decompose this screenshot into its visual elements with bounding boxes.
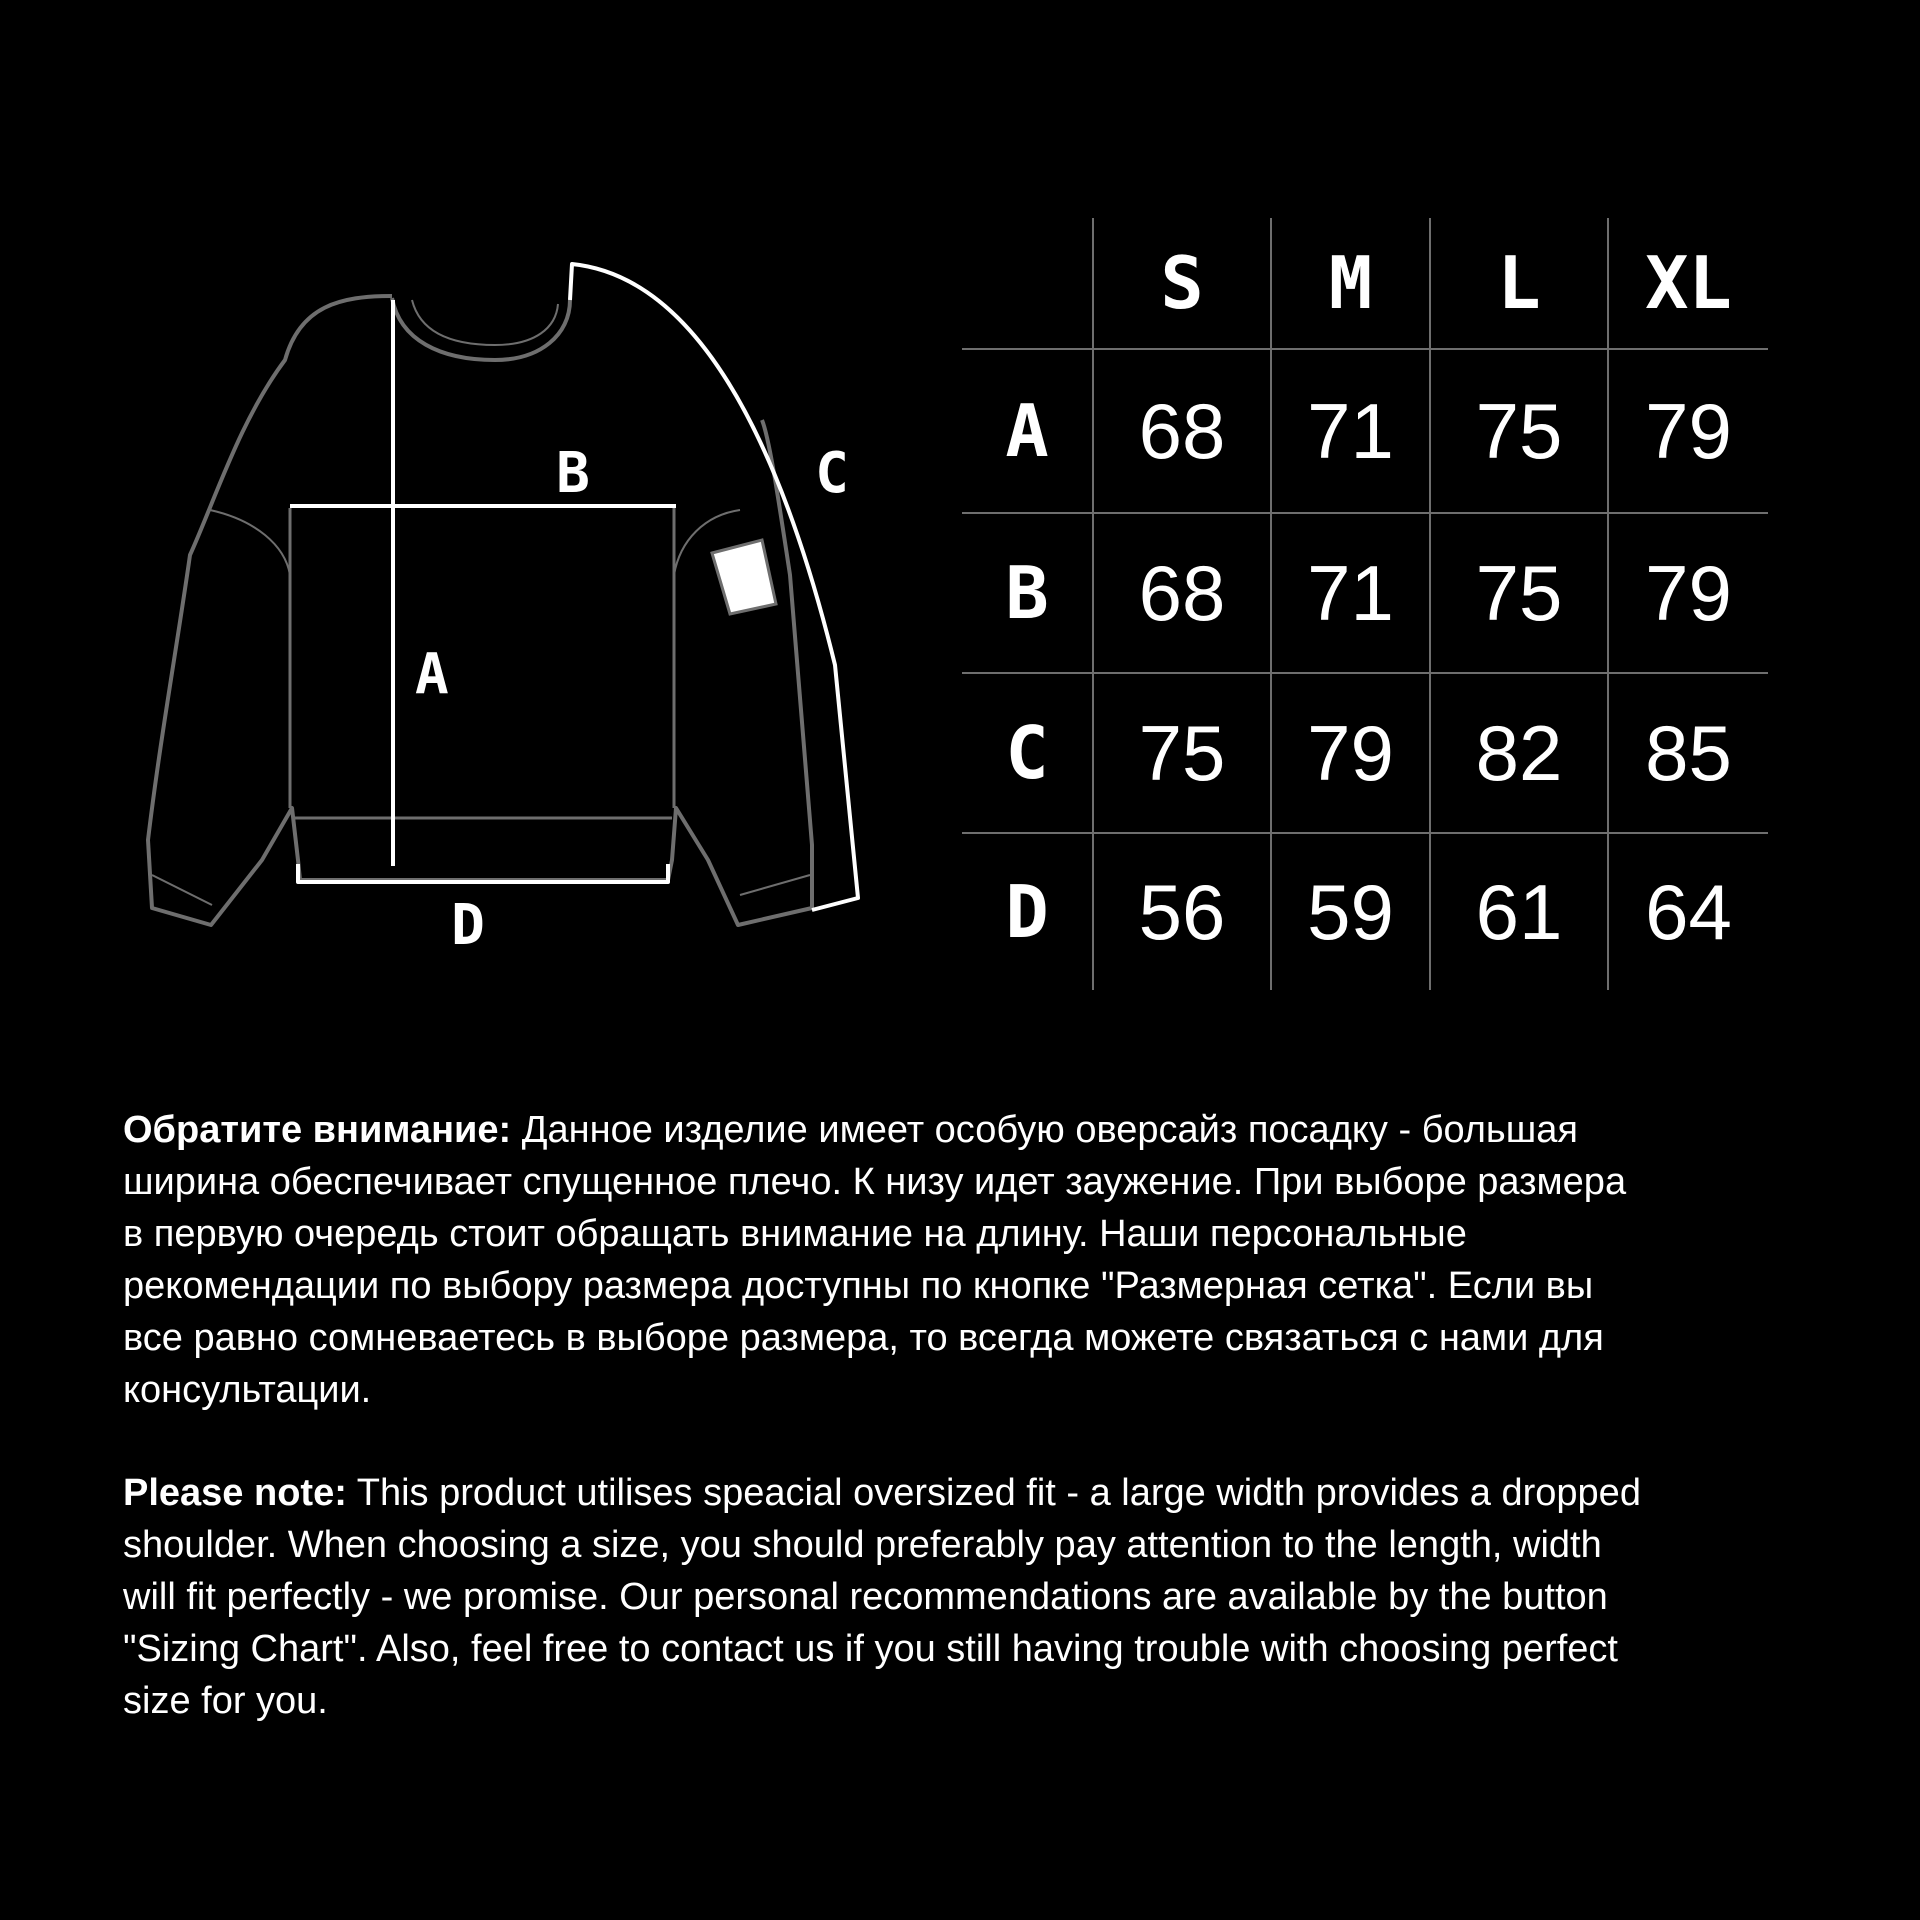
size-header-s: S [1093, 218, 1271, 349]
cell-d-s: 56 [1093, 833, 1271, 990]
cell-b-s: 68 [1093, 513, 1271, 673]
sweater-outline [148, 296, 812, 925]
size-table [962, 218, 1768, 990]
size-header-l: L [1430, 218, 1608, 349]
note-russian-heading: Обратите внимание: [123, 1109, 512, 1151]
note-russian-body: Данное изделие имеет особую оверсайз посадку - большая ширина обеспечивает спущенное плечо. К низу идет заужение. При выборе размера в первую очередь стоит обращать внимание на длину. Наши персональные рекомендации по выбору размера доступны по кнопке "Размерная сетка". Если вы все равно сомневаетесь в выборе размера, то всегда можете связаться с нами для консультации. [123, 1109, 1627, 1411]
size-header-row [962, 218, 1768, 349]
cell-a-xl: 79 [1608, 349, 1768, 513]
note-english-heading: Please note: [123, 1472, 347, 1514]
table-row [962, 513, 1768, 673]
label-d: D [451, 893, 485, 958]
cell-c-xl: 85 [1608, 673, 1768, 833]
row-label-b: B [962, 513, 1093, 673]
cell-d-m: 59 [1271, 833, 1430, 990]
cell-c-l: 82 [1430, 673, 1608, 833]
size-header-xl: XL [1608, 218, 1768, 349]
row-label-d: D [962, 833, 1093, 990]
table-row [962, 673, 1768, 833]
cell-c-m: 79 [1271, 673, 1430, 833]
note-english-body: This product utilises speacial oversized fit - a large width provides a dropped shoulder. When choosing a size, you should preferably pay attention to the length, width will fit perfectly - we promise. Our personal recommendations are available by the button "Sizing Chart". Also, feel free to contact us if you still having trouble with choosing perfect size for you. [123, 1472, 1641, 1722]
sweater-diagram [0, 0, 900, 1000]
cell-a-l: 75 [1430, 349, 1608, 513]
table-row [962, 349, 1768, 513]
label-c: C [815, 441, 849, 506]
corner-cell [962, 218, 1093, 349]
sleeve-patch-icon [712, 540, 776, 614]
row-label-a: A [962, 349, 1093, 513]
measure-c-line [570, 264, 858, 910]
cell-b-l: 75 [1430, 513, 1608, 673]
cell-b-xl: 79 [1608, 513, 1768, 673]
cell-b-m: 71 [1271, 513, 1430, 673]
table-row [962, 833, 1768, 990]
cell-d-xl: 64 [1608, 833, 1768, 990]
label-a: A [415, 642, 449, 707]
cell-a-s: 68 [1093, 349, 1271, 513]
note-russian [123, 1104, 1883, 1416]
cell-d-l: 61 [1430, 833, 1608, 990]
row-label-c: C [962, 673, 1093, 833]
note-english [123, 1467, 1883, 1727]
label-b: B [556, 441, 590, 506]
size-header-m: M [1271, 218, 1430, 349]
cell-a-m: 71 [1271, 349, 1430, 513]
cell-c-s: 75 [1093, 673, 1271, 833]
